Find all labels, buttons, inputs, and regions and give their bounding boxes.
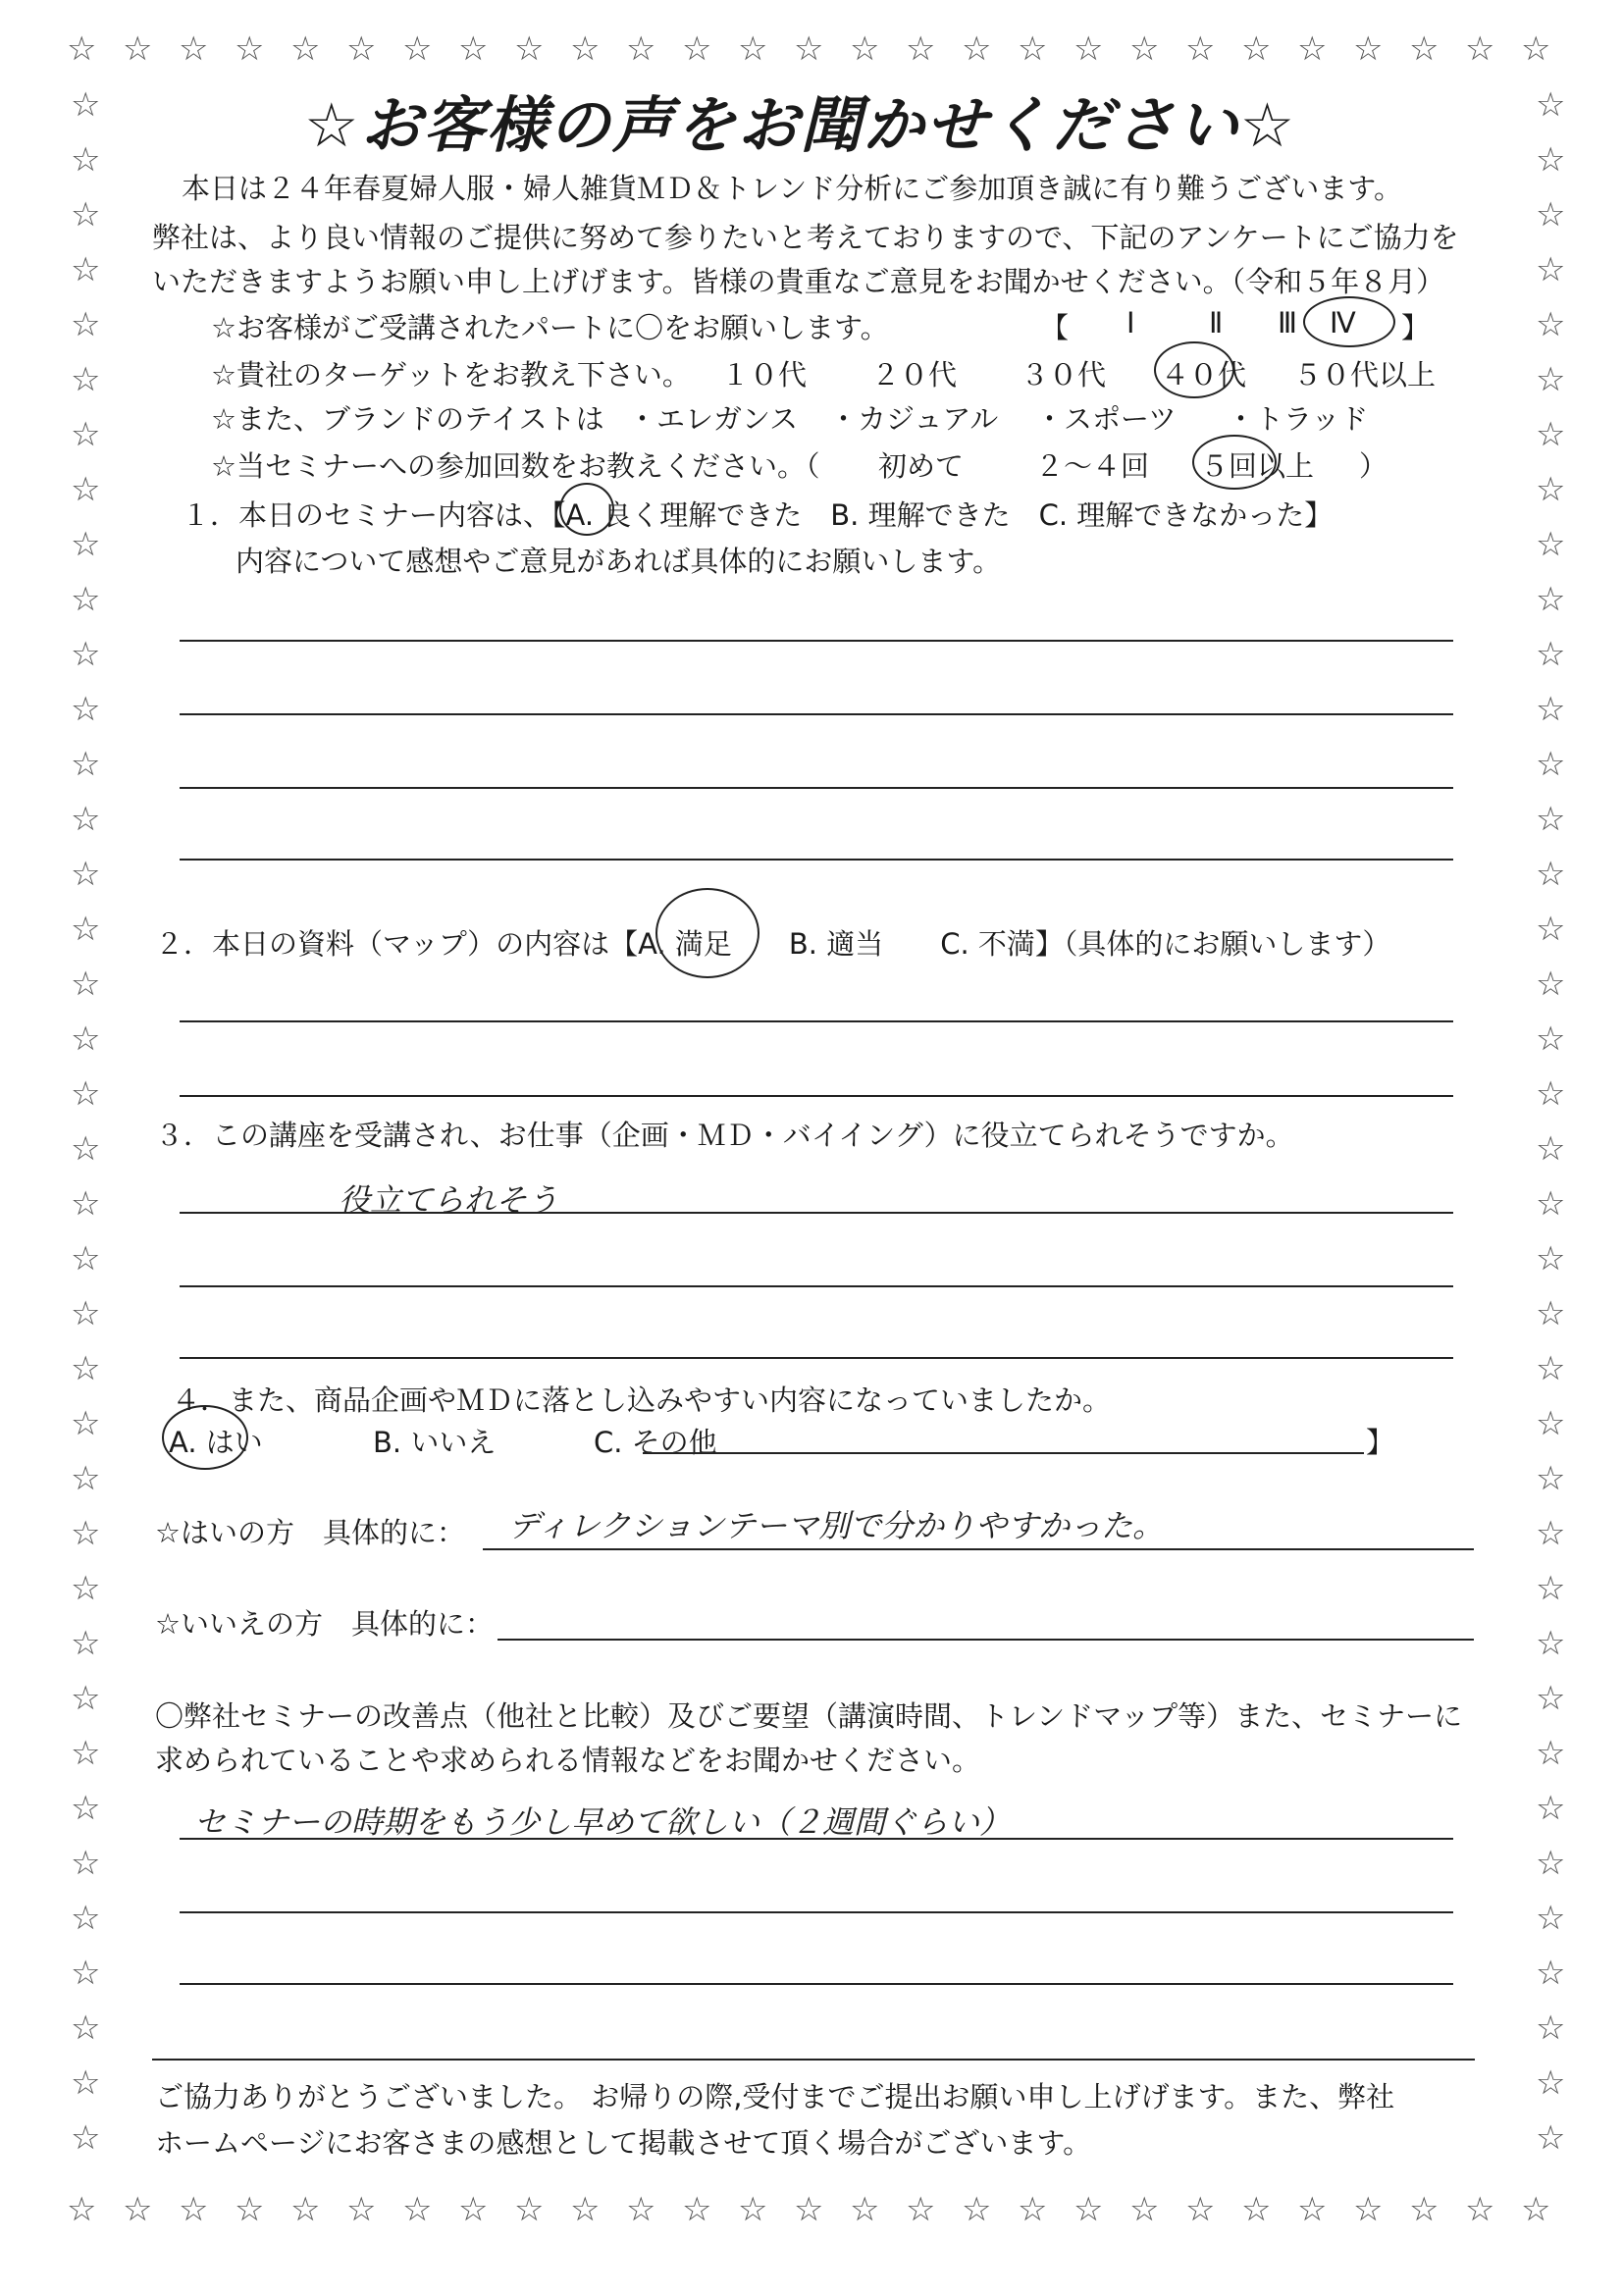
border-star-icon: ☆ xyxy=(402,29,433,69)
border-star-icon: ☆ xyxy=(626,2190,656,2229)
border-star-icon: ☆ xyxy=(1465,29,1495,69)
border-star-icon: ☆ xyxy=(514,2190,545,2229)
border-star-icon: ☆ xyxy=(71,195,101,235)
border-star-icon: ☆ xyxy=(71,250,101,289)
border-star-icon: ☆ xyxy=(738,29,768,69)
border-star-icon: ☆ xyxy=(1536,1129,1566,1169)
border-star-icon: ☆ xyxy=(71,1954,101,1993)
border-star-icon: ☆ xyxy=(1536,1844,1566,1883)
border-star-icon: ☆ xyxy=(1409,2190,1440,2229)
border-star-icon: ☆ xyxy=(738,2190,768,2229)
q2-selection-circle xyxy=(655,888,759,978)
border-star-icon: ☆ xyxy=(962,2190,992,2229)
border-star-icon: ☆ xyxy=(71,910,101,949)
taste-label: ☆また、ブランドのテイストは xyxy=(211,402,604,436)
border-star-icon: ☆ xyxy=(906,29,936,69)
taste-option-sports[interactable]: ・スポーツ xyxy=(1035,402,1177,436)
q2-answer-line-2[interactable] xyxy=(180,1095,1453,1097)
yes-answer-line[interactable] xyxy=(483,1548,1474,1550)
q3-text: ３．この講座を受講され、お仕事（企画・ＭＤ・バイイング）に役立てられそうですか。 xyxy=(155,1119,1294,1152)
part-open: 【 xyxy=(1040,311,1070,344)
border-star-icon: ☆ xyxy=(71,1074,101,1114)
border-star-icon: ☆ xyxy=(1185,2190,1216,2229)
q4-close: 】 xyxy=(1366,1426,1395,1459)
attendance-option-2to4[interactable]: ２～４回 xyxy=(1035,449,1150,483)
taste-option-casual[interactable]: ・カジュアル xyxy=(829,402,999,436)
border-star-icon: ☆ xyxy=(1536,1074,1566,1114)
border-star-icon: ☆ xyxy=(458,2190,489,2229)
q1-sub: 内容について感想やご意見があれば具体的にお願いします。 xyxy=(236,545,1002,578)
border-star-icon: ☆ xyxy=(1536,1294,1566,1333)
target-option-50s[interactable]: ５０代以上 xyxy=(1293,358,1437,391)
q4-text: ４．また、商品企画やＭＤに落とし込みやすい内容になっていましたか。 xyxy=(172,1383,1112,1417)
attendance-selection-circle xyxy=(1192,435,1277,490)
border-star-icon: ☆ xyxy=(1536,250,1566,289)
border-star-icon: ☆ xyxy=(850,29,880,69)
improve-answer-line-1[interactable] xyxy=(180,1838,1453,1840)
border-star-icon: ☆ xyxy=(71,1294,101,1333)
part-option-1[interactable]: Ⅰ xyxy=(1126,306,1135,339)
footer-divider xyxy=(152,2059,1475,2061)
border-star-icon: ☆ xyxy=(71,635,101,674)
border-star-icon: ☆ xyxy=(71,360,101,399)
q3-answer-line-2[interactable] xyxy=(180,1285,1453,1287)
border-star-icon: ☆ xyxy=(71,2118,101,2158)
border-star-icon: ☆ xyxy=(626,29,656,69)
border-star-icon: ☆ xyxy=(71,580,101,619)
border-star-icon: ☆ xyxy=(794,29,824,69)
attendance-close: ） xyxy=(1359,449,1388,483)
q1-text: １．本日のセミナー内容は、【A. 良く理解できた B. 理解できた C. 理解できなかった】 xyxy=(182,498,1334,532)
border-star-icon: ☆ xyxy=(570,29,601,69)
q2-answer-line-1[interactable] xyxy=(180,1020,1453,1022)
border-star-icon: ☆ xyxy=(235,2190,265,2229)
border-star-icon: ☆ xyxy=(1129,29,1160,69)
border-star-icon: ☆ xyxy=(179,29,209,69)
border-star-icon: ☆ xyxy=(71,1129,101,1169)
border-star-icon: ☆ xyxy=(570,2190,601,2229)
border-star-icon: ☆ xyxy=(1536,1899,1566,1938)
border-star-icon: ☆ xyxy=(1521,29,1551,69)
border-star-icon: ☆ xyxy=(1521,2190,1551,2229)
border-star-icon: ☆ xyxy=(71,140,101,180)
q1-answer-line-2[interactable] xyxy=(180,713,1453,715)
border-star-icon: ☆ xyxy=(1536,1239,1566,1278)
target-selection-circle xyxy=(1154,341,1234,398)
border-star-icon: ☆ xyxy=(1536,580,1566,619)
yes-handwritten-answer: ディレクションテーマ別で分かりやすかった。 xyxy=(508,1507,1165,1544)
q4-other-line[interactable] xyxy=(643,1452,1364,1454)
border-star-icon: ☆ xyxy=(514,29,545,69)
border-star-icon: ☆ xyxy=(71,1624,101,1663)
improve-line-2: 求められていることや求められる情報などをお聞かせください。 xyxy=(155,1744,981,1777)
q1-answer-line-4[interactable] xyxy=(180,859,1453,861)
border-star-icon: ☆ xyxy=(1536,1404,1566,1443)
border-star-icon: ☆ xyxy=(1536,965,1566,1004)
target-option-30s[interactable]: ３０代 xyxy=(1021,358,1107,391)
border-star-icon: ☆ xyxy=(1073,2190,1104,2229)
border-star-icon: ☆ xyxy=(71,2063,101,2103)
border-star-icon: ☆ xyxy=(71,1679,101,1718)
border-star-icon: ☆ xyxy=(1536,140,1566,180)
taste-option-elegance[interactable]: ・エレガンス xyxy=(628,402,799,436)
border-star-icon: ☆ xyxy=(123,2190,153,2229)
border-star-icon: ☆ xyxy=(1536,1569,1566,1608)
border-star-icon: ☆ xyxy=(1465,2190,1495,2229)
border-star-icon: ☆ xyxy=(1297,2190,1328,2229)
part-label: ☆お客様がご受講されたパートに〇をお願いします。 xyxy=(211,311,889,344)
border-star-icon: ☆ xyxy=(682,2190,712,2229)
border-star-icon: ☆ xyxy=(1536,635,1566,674)
part-close: 】 xyxy=(1401,311,1431,344)
border-star-icon: ☆ xyxy=(71,855,101,894)
border-star-icon: ☆ xyxy=(71,1184,101,1224)
border-star-icon: ☆ xyxy=(1185,29,1216,69)
border-star-icon: ☆ xyxy=(1536,2063,1566,2103)
border-star-icon: ☆ xyxy=(1536,305,1566,344)
q4-option-yes[interactable]: A. はい xyxy=(169,1426,263,1459)
part-option-3[interactable]: Ⅲ xyxy=(1278,306,1297,339)
border-star-icon: ☆ xyxy=(71,1459,101,1498)
yes-detail-label: ☆はいの方 具体的に： xyxy=(155,1516,465,1549)
border-star-icon: ☆ xyxy=(850,2190,880,2229)
border-star-icon: ☆ xyxy=(1536,1624,1566,1663)
border-star-icon: ☆ xyxy=(1409,29,1440,69)
border-star-icon: ☆ xyxy=(71,85,101,125)
footer-line-1: ご協力ありがとうございました。 お帰りの際,受付までご提出お願い申し上げげます。また、弊社 xyxy=(155,2080,1395,2113)
border-star-icon: ☆ xyxy=(1536,800,1566,839)
intro-line-3: いただきますようお願い申し上げげます。皆様の貴重なご意見をお聞かせください。（令和５年８月） xyxy=(152,265,1445,298)
q3-handwritten-answer: 役立てられそう xyxy=(339,1181,559,1219)
border-star-icon: ☆ xyxy=(402,2190,433,2229)
target-option-40s[interactable]: ４０代 xyxy=(1161,358,1247,391)
border-star-icon: ☆ xyxy=(682,29,712,69)
border-star-icon: ☆ xyxy=(71,690,101,729)
q4-option-other[interactable]: C. その他 xyxy=(594,1426,717,1459)
border-star-icon: ☆ xyxy=(1536,690,1566,729)
border-star-icon: ☆ xyxy=(71,1734,101,1773)
border-star-icon: ☆ xyxy=(71,1789,101,1828)
q1-selection-circle xyxy=(559,483,614,536)
border-star-icon: ☆ xyxy=(1536,525,1566,564)
border-star-icon: ☆ xyxy=(1536,195,1566,235)
border-star-icon: ☆ xyxy=(71,2009,101,2048)
target-option-10s[interactable]: １０代 xyxy=(721,358,808,391)
attendance-option-5plus[interactable]: ５回以上 xyxy=(1200,449,1315,483)
border-star-icon: ☆ xyxy=(71,745,101,784)
border-star-icon: ☆ xyxy=(458,29,489,69)
taste-option-trad[interactable]: ・トラッド xyxy=(1227,402,1369,436)
border-star-icon: ☆ xyxy=(71,1404,101,1443)
border-star-icon: ☆ xyxy=(1536,360,1566,399)
border-star-icon: ☆ xyxy=(179,2190,209,2229)
border-star-icon: ☆ xyxy=(123,29,153,69)
border-star-icon: ☆ xyxy=(1536,1954,1566,1993)
border-star-icon: ☆ xyxy=(1536,2118,1566,2158)
border-star-icon: ☆ xyxy=(71,1569,101,1608)
attendance-option-first[interactable]: 初めて xyxy=(878,449,965,483)
page-title: ☆お客様の声をお聞かせください☆ xyxy=(304,89,1297,161)
border-star-icon: ☆ xyxy=(1536,415,1566,454)
improve-handwritten-answer: セミナーの時期をもう少し早めて欲しい（２週間ぐらい） xyxy=(194,1803,1012,1841)
border-star-icon: ☆ xyxy=(1018,29,1048,69)
no-answer-line[interactable] xyxy=(497,1639,1474,1641)
border-star-icon: ☆ xyxy=(1536,1184,1566,1224)
border-star-icon: ☆ xyxy=(1241,29,1272,69)
border-star-icon: ☆ xyxy=(346,29,377,69)
border-star-icon: ☆ xyxy=(71,415,101,454)
border-star-icon: ☆ xyxy=(1536,1789,1566,1828)
border-star-icon: ☆ xyxy=(1536,470,1566,509)
border-star-icon: ☆ xyxy=(71,305,101,344)
border-star-icon: ☆ xyxy=(1536,910,1566,949)
border-star-icon: ☆ xyxy=(1536,1459,1566,1498)
target-label: ☆貴社のターゲットをお教え下さい。 xyxy=(211,358,691,391)
q4-option-no[interactable]: B. いいえ xyxy=(373,1426,497,1459)
q1-answer-line-1[interactable] xyxy=(180,640,1453,642)
border-star-icon: ☆ xyxy=(290,29,321,69)
border-star-icon: ☆ xyxy=(67,2190,97,2229)
border-star-icon: ☆ xyxy=(794,2190,824,2229)
attendance-label: ☆当セミナーへの参加回数をお教えください。（ xyxy=(211,449,820,483)
q3-answer-line-3[interactable] xyxy=(180,1357,1453,1359)
border-star-icon: ☆ xyxy=(1536,1679,1566,1718)
border-star-icon: ☆ xyxy=(346,2190,377,2229)
q1-answer-line-3[interactable] xyxy=(180,787,1453,789)
improve-answer-line-3[interactable] xyxy=(180,1983,1453,1985)
border-star-icon: ☆ xyxy=(1536,1734,1566,1773)
border-star-icon: ☆ xyxy=(1536,855,1566,894)
border-star-icon: ☆ xyxy=(1536,1019,1566,1059)
border-star-icon: ☆ xyxy=(1536,1349,1566,1388)
q4-selection-circle xyxy=(162,1405,248,1470)
border-star-icon: ☆ xyxy=(1536,745,1566,784)
border-star-icon: ☆ xyxy=(1018,2190,1048,2229)
border-star-icon: ☆ xyxy=(1536,85,1566,125)
border-star-icon: ☆ xyxy=(1536,2009,1566,2048)
border-star-icon: ☆ xyxy=(1129,2190,1160,2229)
border-star-icon: ☆ xyxy=(290,2190,321,2229)
border-star-icon: ☆ xyxy=(1241,2190,1272,2229)
border-star-icon: ☆ xyxy=(1353,2190,1384,2229)
intro-line-1: 本日は２４年春夏婦人服・婦人雑貨ＭＤ＆トレンド分析にご参加頂き誠に有り難うございます。 xyxy=(182,172,1402,205)
improve-answer-line-2[interactable] xyxy=(180,1911,1453,1913)
border-star-icon: ☆ xyxy=(962,29,992,69)
border-star-icon: ☆ xyxy=(71,1844,101,1883)
part-selection-circle xyxy=(1303,296,1395,347)
q2-text: ２．本日の資料（マップ）の内容は【A. 満足 B. 適当 C. 不満】（具体的にお願いします） xyxy=(155,927,1391,961)
border-star-icon: ☆ xyxy=(906,2190,936,2229)
border-star-icon: ☆ xyxy=(1297,29,1328,69)
part-option-2[interactable]: Ⅱ xyxy=(1209,306,1224,339)
intro-line-2: 弊社は、より良い情報のご提供に努めて参りたいと考えておりますので、下記のアンケートにご協力を xyxy=(152,221,1459,254)
border-star-icon: ☆ xyxy=(71,800,101,839)
improve-line-1: 〇弊社セミナーの改善点（他社と比較）及びご要望（講演時間、トレンドマップ等）また、セミナーに xyxy=(155,1699,1463,1733)
border-star-icon: ☆ xyxy=(71,965,101,1004)
border-star-icon: ☆ xyxy=(71,1019,101,1059)
border-star-icon: ☆ xyxy=(1353,29,1384,69)
border-star-icon: ☆ xyxy=(71,1239,101,1278)
border-star-icon: ☆ xyxy=(67,29,97,69)
border-star-icon: ☆ xyxy=(71,470,101,509)
border-star-icon: ☆ xyxy=(71,1899,101,1938)
border-star-icon: ☆ xyxy=(71,1514,101,1553)
border-star-icon: ☆ xyxy=(235,29,265,69)
border-star-icon: ☆ xyxy=(71,525,101,564)
q3-answer-line-1[interactable] xyxy=(180,1212,1453,1214)
no-detail-label: ☆いいえの方 具体的に： xyxy=(155,1607,494,1641)
border-star-icon: ☆ xyxy=(1536,1514,1566,1553)
target-option-20s[interactable]: ２０代 xyxy=(871,358,958,391)
part-option-4[interactable]: Ⅳ xyxy=(1330,306,1356,339)
footer-line-2: ホームページにお客さまの感想として掲載させて頂く場合がございます。 xyxy=(155,2126,1092,2160)
border-star-icon: ☆ xyxy=(1073,29,1104,69)
border-star-icon: ☆ xyxy=(71,1349,101,1388)
